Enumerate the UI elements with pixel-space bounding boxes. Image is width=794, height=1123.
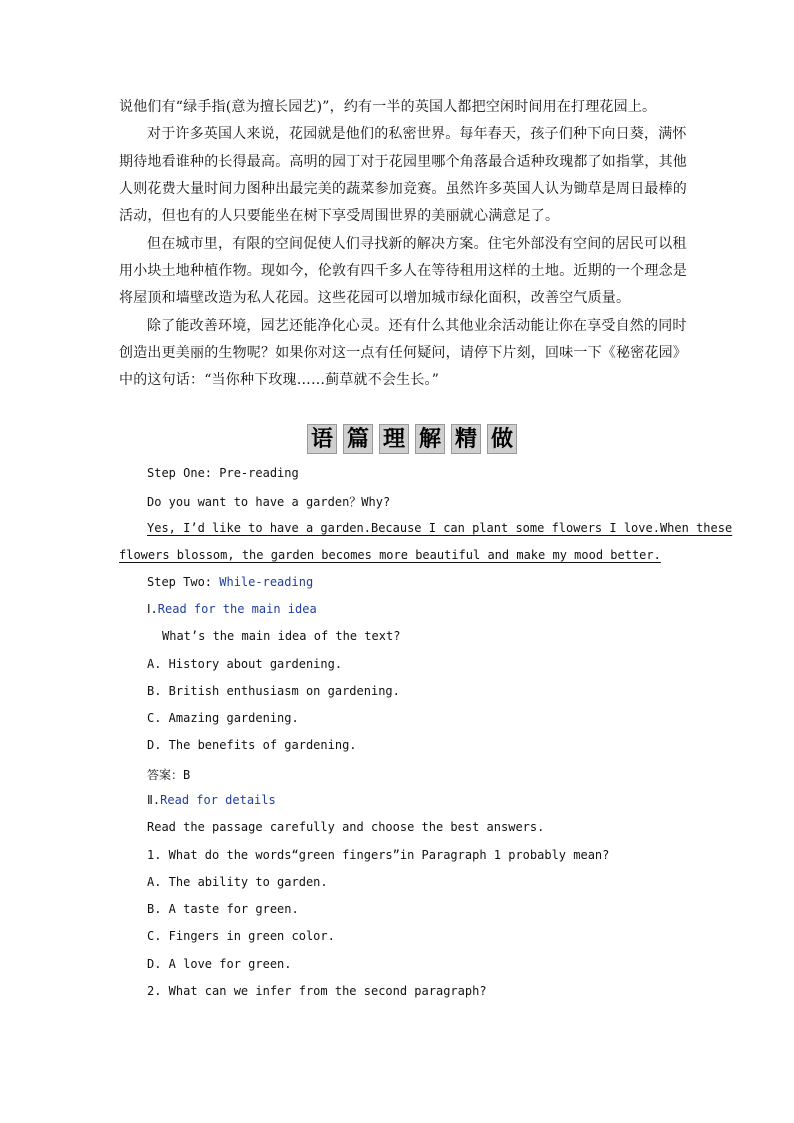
q1-option: C. Fingers in green color. bbox=[147, 929, 335, 943]
passage-line: 创造出更美丽的生物呢？如果你对这一点有任何疑问，请停下片刻，回味一下《秘密花园》 bbox=[119, 345, 687, 361]
step-one-question: Do you want to have a garden？Why? bbox=[147, 495, 391, 509]
part1-option: C. Amazing gardening. bbox=[147, 711, 299, 725]
part1-heading bbox=[147, 602, 317, 616]
step-two-prefix: Step Two: bbox=[147, 575, 220, 589]
heading-char: 语 bbox=[307, 424, 337, 454]
part1-option: A. History about gardening. bbox=[147, 657, 343, 671]
q1-option: B. A taste for green. bbox=[147, 902, 299, 916]
passage-line: 除了能改善环境，园艺还能净化心灵。还有什么其他业余活动能让你在享受自然的同时 bbox=[147, 318, 687, 334]
part2-instruction: Read the passage carefully and choose the best answers. bbox=[147, 820, 545, 834]
part2-numeral: Ⅱ. bbox=[147, 793, 161, 807]
q1-option: A. The ability to garden. bbox=[147, 875, 328, 889]
passage-line: 中的这句话：“当你种下玫瑰……蓟草就不会生长。” bbox=[119, 372, 440, 388]
question-2: 2. What can we infer from the second paragraph? bbox=[147, 984, 487, 998]
step-one-label: Step One: Pre-reading bbox=[147, 466, 299, 480]
part1-question: What’s the main idea of the text? bbox=[162, 629, 401, 643]
heading-char: 精 bbox=[451, 424, 481, 454]
heading-char: 理 bbox=[379, 424, 409, 454]
step-two-label bbox=[147, 575, 313, 589]
heading-char: 解 bbox=[415, 424, 445, 454]
part1-option: B. British enthusiasm on gardening. bbox=[147, 684, 400, 698]
step-one-answer-line: flowers blossom, the garden becomes more beautiful and make my mood better. bbox=[119, 548, 661, 562]
step-two-title: While-reading bbox=[219, 575, 314, 589]
passage-line: 用小块土地种植作物。现如今，伦敦有四千多人在等待租用这样的土地。近期的一个理念是 bbox=[119, 263, 687, 279]
part1-title: Read for the main idea bbox=[157, 602, 317, 616]
part1-option: D. The benefits of gardening. bbox=[147, 738, 357, 752]
step-one-answer-line: Yes, I’d like to have a garden.Because I can plant some flowers I love.When these bbox=[147, 521, 733, 535]
passage-line: 活动，但也有的人只要能坐在树下享受周围世界的美丽就心满意足了。 bbox=[119, 208, 560, 224]
passage-line: 期待地看谁种的长得最高。高明的园丁对于花园里哪个角落最合适种玫瑰都了如指掌，其他 bbox=[119, 154, 687, 170]
part2-title: Read for details bbox=[160, 793, 276, 807]
heading-char: 篇 bbox=[343, 424, 373, 454]
passage-line: 但在城市里，有限的空间促使人们寻找新的解决方案。住宅外部没有空间的居民可以租 bbox=[147, 236, 687, 252]
part1-numeral: Ⅰ. bbox=[147, 602, 158, 616]
q1-option: D. A love for green. bbox=[147, 957, 292, 971]
part2-heading bbox=[147, 793, 276, 807]
part1-answer: 答案：B bbox=[147, 768, 191, 782]
passage-line: 对于许多英国人来说，花园就是他们的私密世界。每年春天，孩子们种下向日葵，满怀 bbox=[147, 126, 687, 142]
question-1: 1. What do the words“green fingers”in Paragraph 1 probably mean? bbox=[147, 848, 610, 862]
passage-line: 人则花费大量时间力图种出最完美的蔬菜参加竞赛。虽然许多英国人认为锄草是周日最棒的 bbox=[119, 181, 687, 197]
section-heading bbox=[307, 424, 517, 454]
passage-line: 说他们有“绿手指(意为擅长园艺)”，约有一半的英国人都把空闲时间用在打理花园上。 bbox=[119, 99, 657, 115]
passage-line: 将屋顶和墙壁改造为私人花园。这些花园可以增加城市绿化面积，改善空气质量。 bbox=[119, 290, 631, 306]
heading-char: 做 bbox=[487, 424, 517, 454]
